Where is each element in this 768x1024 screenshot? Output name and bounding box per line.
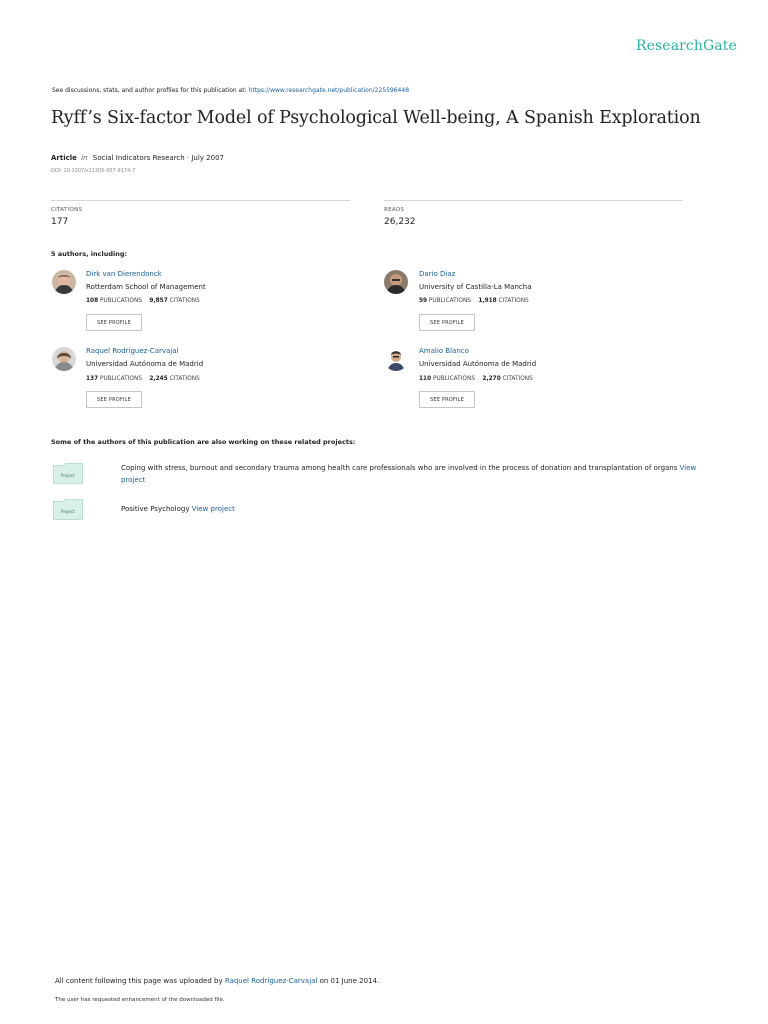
citations-label: CITATIONS bbox=[169, 298, 200, 304]
publications-label: PUBLICATIONS bbox=[432, 376, 476, 382]
see-profile-button[interactable]: SEE PROFILE bbox=[419, 314, 475, 331]
discussion-text: See discussions, stats, and author profiles for this publication at: bbox=[52, 87, 247, 94]
author-institution: Rotterdam School of Management bbox=[86, 283, 206, 291]
project-item bbox=[121, 462, 713, 486]
article-info bbox=[51, 154, 224, 162]
reads-label: READS bbox=[384, 207, 405, 213]
citations-divider bbox=[51, 200, 350, 201]
in-word: in bbox=[81, 154, 88, 162]
upload-prefix: All content following this page was uploaded by bbox=[55, 977, 223, 985]
article-type: Article bbox=[51, 154, 77, 162]
enhancement-note: The user has requested enhancement of the downloaded file. bbox=[55, 997, 225, 1003]
author-avatar[interactable] bbox=[384, 270, 408, 294]
reads-divider bbox=[384, 200, 683, 201]
author-counts bbox=[419, 376, 533, 382]
project-item bbox=[121, 505, 235, 513]
publications-label: PUBLICATIONS bbox=[428, 298, 471, 304]
citations-count: 2,270 bbox=[482, 376, 501, 382]
project-title: Coping with stress, burnout and secondary trauma among health care professionals who are involved in the process of donation and transplantation of organs bbox=[121, 464, 678, 472]
project-title: Positive Psychology bbox=[121, 505, 190, 513]
author-institution: University of Castilla-La Mancha bbox=[419, 283, 532, 291]
publication-url-link[interactable]: https://www.researchgate.net/publication/225596448 bbox=[248, 87, 410, 94]
publications-count: 110 bbox=[419, 376, 432, 382]
publications-count: 137 bbox=[86, 376, 99, 382]
venue: Social Indicators Research · July 2007 bbox=[92, 154, 224, 162]
reads-value: 26,232 bbox=[384, 217, 416, 227]
publications-label: PUBLICATIONS bbox=[99, 376, 143, 382]
author-institution: Universidad Autónoma de Madrid bbox=[419, 360, 537, 368]
author-name[interactable]: Raquel Rodríguez-Carvajal bbox=[86, 347, 179, 355]
doi: DOI: 10.1007/s11205-007-9174-7 bbox=[51, 168, 136, 174]
author-institution: Universidad Autónoma de Madrid bbox=[86, 360, 204, 368]
citations-value: 177 bbox=[51, 217, 69, 227]
publications-count: 108 bbox=[86, 298, 99, 304]
see-profile-button[interactable]: SEE PROFILE bbox=[86, 391, 142, 408]
author-name[interactable]: Dirk van Dierendonck bbox=[86, 270, 162, 278]
citations-label: CITATIONS bbox=[51, 207, 83, 213]
project-icon-label: Project bbox=[61, 509, 75, 514]
author-name[interactable]: Dario Diaz bbox=[419, 270, 456, 278]
author-name[interactable]: Amalio Blanco bbox=[419, 347, 469, 355]
citations-label: CITATIONS bbox=[169, 376, 200, 382]
author-counts bbox=[86, 376, 200, 382]
upload-notice bbox=[55, 977, 379, 985]
citations-label: CITATIONS bbox=[502, 376, 533, 382]
researchgate-logo[interactable]: ResearchGate bbox=[636, 38, 737, 54]
citations-count: 9,857 bbox=[149, 298, 168, 304]
uploader-link[interactable]: Raquel Rodríguez-Carvajal bbox=[224, 977, 318, 985]
citations-label: CITATIONS bbox=[498, 298, 529, 304]
view-project-link[interactable]: View project bbox=[121, 464, 697, 484]
project-icon[interactable] bbox=[53, 499, 83, 520]
see-profile-button[interactable]: SEE PROFILE bbox=[419, 391, 475, 408]
author-avatar[interactable] bbox=[52, 347, 76, 371]
view-project-link[interactable]: View project bbox=[191, 505, 235, 513]
projects-heading: Some of the authors of this publication are also working on these related projects: bbox=[51, 438, 356, 446]
author-counts bbox=[86, 298, 200, 304]
discussion-line bbox=[52, 87, 409, 94]
publications-label: PUBLICATIONS bbox=[99, 298, 143, 304]
upload-suffix: on 01 June 2014. bbox=[319, 977, 380, 985]
author-avatar[interactable] bbox=[384, 347, 408, 371]
publication-title: Ryff’s Six-factor Model of Psychological Well-being, A Spanish Exploration bbox=[51, 108, 701, 128]
citations-count: 1,918 bbox=[478, 298, 497, 304]
author-avatar[interactable] bbox=[52, 270, 76, 294]
author-counts bbox=[419, 298, 529, 304]
publications-count: 59 bbox=[419, 298, 428, 304]
citations-count: 2,245 bbox=[149, 376, 168, 382]
project-icon-label: Project bbox=[61, 473, 75, 478]
see-profile-button[interactable]: SEE PROFILE bbox=[86, 314, 142, 331]
project-icon[interactable] bbox=[53, 463, 83, 484]
authors-heading: 5 authors, including: bbox=[51, 250, 128, 258]
